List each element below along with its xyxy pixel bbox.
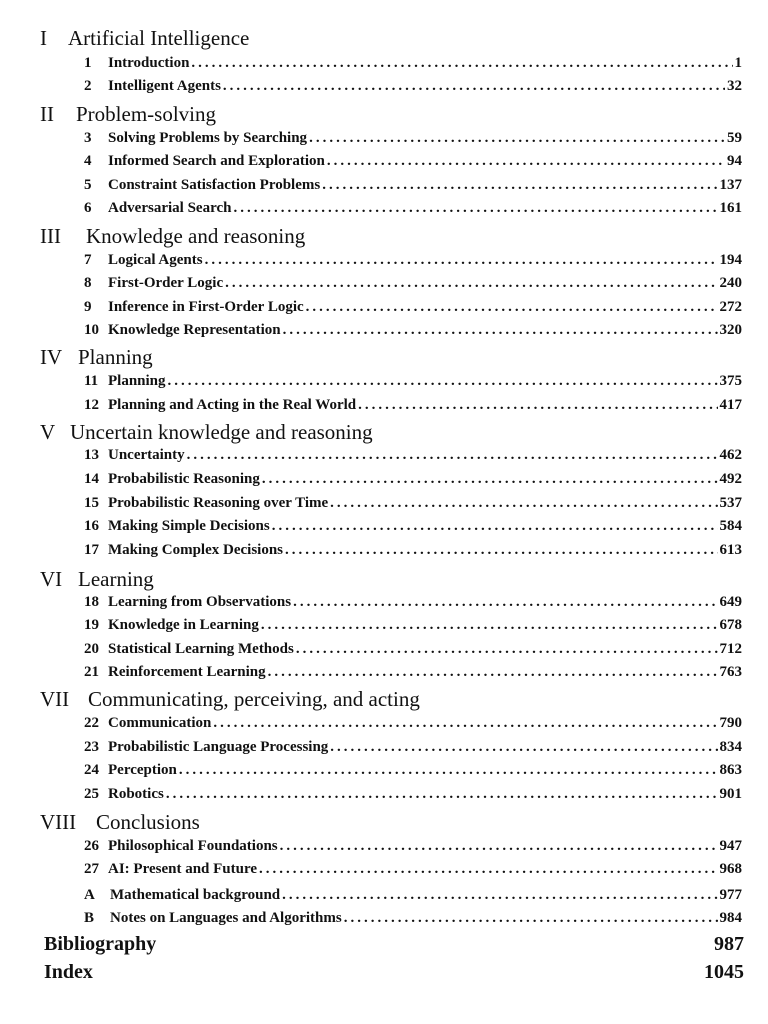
chapter-title: Logical Agents	[108, 252, 203, 268]
chapter-title: Knowledge in Learning	[108, 617, 259, 633]
back-matter-page: 1045	[704, 961, 744, 983]
chapter-number: 1	[84, 55, 92, 71]
part-heading	[40, 345, 153, 369]
dot-leader	[168, 370, 718, 392]
page-number: 863	[719, 762, 742, 778]
chapter-title: Communication	[108, 715, 212, 731]
chapter-number: 13	[84, 447, 99, 463]
chapter-title: Planning	[108, 373, 166, 389]
chapter-entry[interactable]	[84, 296, 742, 318]
chapter-entry[interactable]	[84, 492, 742, 514]
dot-leader	[285, 539, 717, 561]
chapter-title: Making Simple Decisions	[108, 518, 270, 534]
chapter-title: First-Order Logic	[108, 275, 224, 291]
page-number: 59	[727, 130, 742, 146]
chapter-number: 25	[84, 786, 99, 802]
chapter-number: B	[84, 910, 95, 926]
chapter-entry[interactable]	[84, 835, 742, 857]
page-number: 375	[719, 373, 742, 389]
chapter-number: 17	[84, 542, 99, 558]
chapter-number: 10	[84, 322, 99, 338]
dot-leader	[233, 197, 717, 219]
chapter-number: 8	[84, 275, 92, 291]
part-numeral: VII	[40, 687, 70, 711]
chapter-title: Adversarial Search	[108, 200, 232, 216]
chapter-entry[interactable]	[84, 638, 742, 660]
dot-leader	[282, 884, 717, 906]
part-title: Uncertain knowledge and reasoning	[70, 420, 373, 444]
dot-leader	[296, 638, 718, 660]
part-heading	[40, 810, 200, 834]
page-number: 977	[719, 887, 742, 903]
chapter-entry[interactable]	[84, 468, 742, 490]
chapter-title: Probabilistic Language Processing	[108, 739, 329, 755]
page-number: 320	[719, 322, 742, 338]
chapter-number: 5	[84, 177, 92, 193]
page-number: 137	[719, 177, 742, 193]
chapter-title: Knowledge Representation	[108, 322, 281, 338]
chapter-entry[interactable]	[84, 319, 742, 341]
part-numeral: III	[40, 224, 61, 248]
chapter-entry[interactable]	[84, 127, 742, 149]
page-number: 968	[719, 861, 742, 877]
chapter-number: 11	[84, 373, 99, 389]
chapter-number: 4	[84, 153, 92, 169]
chapter-entry[interactable]	[84, 249, 742, 271]
page-number: 834	[719, 739, 742, 755]
chapter-entry[interactable]	[84, 75, 742, 97]
chapter-entry[interactable]	[84, 783, 742, 805]
chapter-title: Robotics	[108, 786, 164, 802]
chapter-title: Solving Problems by Searching	[108, 130, 308, 146]
page-number: 763	[719, 664, 742, 680]
dot-leader	[330, 736, 717, 758]
chapter-number: 27	[84, 861, 99, 877]
chapter-number: 3	[84, 130, 92, 146]
dot-leader	[293, 591, 717, 613]
chapter-title: Learning from Observations	[108, 594, 292, 610]
chapter-entry[interactable]	[84, 539, 742, 561]
chapter-number: 16	[84, 518, 99, 534]
chapter-title: Perception	[108, 762, 177, 778]
dot-leader	[327, 150, 725, 172]
part-title: Knowledge and reasoning	[86, 224, 306, 248]
chapter-number: 19	[84, 617, 99, 633]
chapter-number: 21	[84, 664, 99, 680]
chapter-entry[interactable]	[84, 394, 742, 416]
dot-leader	[225, 272, 717, 294]
chapter-title: Constraint Satisfaction Problems	[108, 177, 321, 193]
chapter-number: 6	[84, 200, 92, 216]
dot-leader	[166, 783, 718, 805]
chapter-number: 22	[84, 715, 99, 731]
chapter-entry[interactable]	[84, 614, 742, 636]
chapter-number: 2	[84, 78, 92, 94]
page-number: 584	[719, 518, 742, 534]
dot-leader	[272, 515, 718, 537]
part-heading	[40, 420, 373, 444]
chapter-title: Mathematical background	[110, 887, 281, 903]
dot-leader	[280, 835, 718, 857]
dot-leader	[191, 52, 732, 74]
part-heading	[40, 26, 249, 50]
page-number: 649	[719, 594, 742, 610]
part-heading	[40, 224, 305, 248]
chapter-entry[interactable]	[84, 444, 742, 466]
chapter-entry[interactable]	[84, 515, 742, 537]
chapter-entry[interactable]	[84, 858, 742, 880]
back-matter-entry[interactable]	[44, 931, 744, 957]
dot-leader	[261, 614, 718, 636]
chapter-entry[interactable]	[84, 907, 742, 929]
chapter-title: AI: Present and Future	[108, 861, 258, 877]
dot-leader	[330, 492, 717, 514]
part-title: Conclusions	[96, 810, 200, 834]
dot-leader	[223, 75, 725, 97]
part-numeral: I	[40, 26, 47, 50]
page-number: 94	[727, 153, 742, 169]
chapter-title: Informed Search and Exploration	[108, 153, 325, 169]
chapter-title: Introduction	[108, 55, 190, 71]
chapter-entry[interactable]	[84, 370, 742, 392]
part-title: Learning	[78, 567, 154, 591]
page-number: 272	[719, 299, 742, 315]
page-number: 32	[727, 78, 742, 94]
page-number: 947	[719, 838, 742, 854]
chapter-title: Inference in First-Order Logic	[108, 299, 304, 315]
dot-leader	[344, 907, 718, 929]
back-matter-title: Index	[44, 961, 93, 983]
chapter-number: A	[84, 887, 95, 903]
page-number: 678	[719, 617, 742, 633]
part-numeral: II	[40, 102, 54, 126]
back-matter-title: Bibliography	[44, 933, 157, 955]
page-number: 1	[734, 55, 742, 71]
dot-leader	[179, 759, 718, 781]
part-title: Problem-solving	[76, 102, 216, 126]
page-number: 537	[719, 495, 742, 511]
dot-leader	[309, 127, 725, 149]
dot-leader	[268, 661, 718, 683]
page-number: 613	[719, 542, 742, 558]
chapter-title: Probabilistic Reasoning over Time	[108, 495, 329, 511]
page-number: 492	[719, 471, 742, 487]
dot-leader	[259, 858, 717, 880]
page-number: 984	[719, 910, 742, 926]
dot-leader	[213, 712, 717, 734]
chapter-number: 18	[84, 594, 99, 610]
page-number: 161	[719, 200, 742, 216]
part-numeral: VIII	[40, 810, 77, 834]
part-heading	[40, 102, 216, 126]
chapter-entry[interactable]	[84, 759, 742, 781]
chapter-number: 12	[84, 397, 99, 413]
chapter-title: Statistical Learning Methods	[108, 641, 294, 657]
part-title: Artificial Intelligence	[68, 26, 250, 50]
chapter-entry[interactable]	[84, 197, 742, 219]
chapter-title: Probabilistic Reasoning	[108, 471, 260, 487]
chapter-title: Planning and Acting in the Real World	[108, 397, 357, 413]
part-title: Planning	[78, 345, 153, 369]
page-number: 240	[719, 275, 742, 291]
chapter-number: 15	[84, 495, 99, 511]
chapter-number: 7	[84, 252, 92, 268]
chapter-title: Reinforcement Learning	[108, 664, 266, 680]
chapter-number: 23	[84, 739, 99, 755]
chapter-title: Making Complex Decisions	[108, 542, 284, 558]
chapter-entry[interactable]	[84, 174, 742, 196]
page-number: 790	[719, 715, 742, 731]
back-matter-page: 987	[714, 933, 744, 955]
page-number: 417	[719, 397, 742, 413]
chapter-entry[interactable]	[84, 661, 742, 683]
chapter-entry[interactable]	[84, 712, 742, 734]
chapter-number: 9	[84, 299, 92, 315]
part-title: Communicating, perceiving, and acting	[88, 687, 420, 711]
page-number: 712	[719, 641, 742, 657]
chapter-entry[interactable]	[84, 884, 742, 906]
chapter-entry[interactable]	[84, 591, 742, 613]
chapter-number: 26	[84, 838, 99, 854]
dot-leader	[262, 468, 718, 490]
page-number: 194	[719, 252, 742, 268]
part-numeral: VI	[40, 567, 63, 591]
part-numeral: IV	[40, 345, 63, 369]
dot-leader	[205, 249, 718, 271]
chapter-number: 24	[84, 762, 99, 778]
part-numeral: V	[40, 420, 56, 444]
part-heading	[40, 567, 154, 591]
dot-leader	[358, 394, 717, 416]
dot-leader	[322, 174, 717, 196]
dot-leader	[283, 319, 718, 341]
chapter-title: Uncertainty	[108, 447, 185, 463]
part-heading	[40, 687, 420, 711]
chapter-number: 14	[84, 471, 99, 487]
chapter-entry[interactable]	[84, 52, 742, 74]
dot-leader	[306, 296, 718, 318]
chapter-entry[interactable]	[84, 150, 742, 172]
chapter-title: Intelligent Agents	[108, 78, 221, 94]
chapter-number: 20	[84, 641, 99, 657]
page-number: 901	[719, 786, 742, 802]
page-number: 462	[719, 447, 742, 463]
back-matter-entry[interactable]	[44, 959, 744, 985]
chapter-entry[interactable]	[84, 272, 742, 294]
chapter-title: Notes on Languages and Algorithms	[110, 910, 342, 926]
chapter-title: Philosophical Foundations	[108, 838, 278, 854]
dot-leader	[187, 444, 718, 466]
chapter-entry[interactable]	[84, 736, 742, 758]
